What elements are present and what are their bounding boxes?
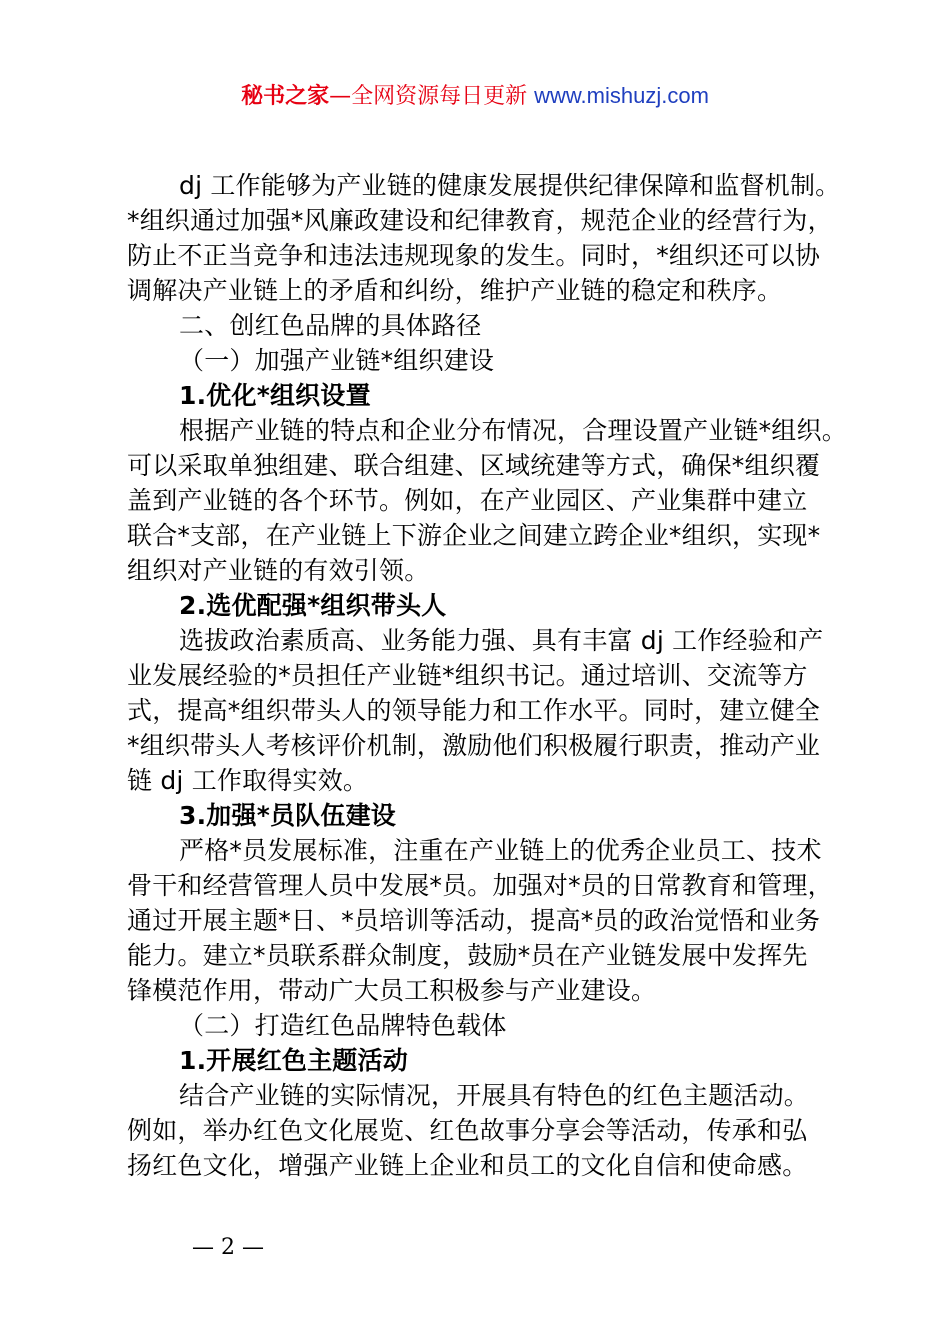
section-heading: 二、创红色品牌的具体路径: [179, 311, 482, 340]
paragraph-line: 盖到产业链的各个环节。例如，在产业园区、产业集群中建立: [127, 486, 808, 515]
subsection-heading: （一）加强产业链*组织建设: [179, 346, 495, 375]
subsection-heading: （二）打造红色品牌特色载体: [179, 1011, 507, 1040]
page-number: — 2 —: [192, 1235, 264, 1260]
item-heading: 1.优化*组织设置: [179, 381, 371, 410]
item-heading: 1.开展红色主题活动: [179, 1046, 408, 1075]
site-header: [0, 80, 950, 113]
paragraph-line: dj 工作能够为产业链的健康发展提供纪律保障和监督机制。: [179, 171, 841, 200]
paragraph-line: *组织带头人考核评价机制，激励他们积极履行职责，推动产业: [127, 731, 821, 760]
paragraph-line: 选拔政治素质高、业务能力强、具有丰富 dj 工作经验和产: [179, 626, 824, 655]
paragraph-line: 链 dj 工作取得实效。: [127, 766, 369, 795]
site-url-link[interactable]: www.mishuzj.com: [534, 83, 709, 108]
paragraph-line: 锋模范作用，带动广大员工积极参与产业建设。: [127, 976, 657, 1005]
paragraph-line: 扬红色文化，增强产业链上企业和员工的文化自信和使命感。: [127, 1151, 808, 1180]
paragraph-line: 例如，举办红色文化展览、红色故事分享会等活动，传承和弘: [127, 1116, 808, 1145]
paragraph-line: 防止不正当竞争和违法违规现象的发生。同时，*组织还可以协: [127, 241, 821, 270]
site-brand: 秘书之家: [241, 84, 330, 109]
paragraph-line: 可以采取单独组建、联合组建、区域统建等方式，确保*组织覆: [127, 451, 821, 480]
item-heading: 2.选优配强*组织带头人: [179, 591, 447, 620]
paragraph-line: 根据产业链的特点和企业分布情况，合理设置产业链*组织。: [179, 416, 847, 445]
document-body: [127, 168, 853, 1183]
paragraph-line: 调解决产业链上的矛盾和纠纷，维护产业链的稳定和秩序。: [127, 276, 783, 305]
paragraph-line: 结合产业链的实际情况，开展具有特色的红色主题活动。: [179, 1081, 810, 1110]
paragraph-line: 能力。建立*员联系群众制度，鼓励*员在产业链发展中发挥先: [127, 941, 808, 970]
paragraph-line: 通过开展主题*日、*员培训等活动，提高*员的政治觉悟和业务: [127, 906, 821, 935]
paragraph-line: *组织通过加强*风廉政建设和纪律教育，规范企业的经营行为，: [127, 206, 833, 235]
item-heading: 3.加强*员队伍建设: [179, 801, 396, 830]
paragraph-line: 骨干和经营管理人员中发展*员。加强对*员的日常教育和管理，: [127, 871, 833, 900]
header-separator: —: [329, 84, 352, 109]
paragraph-line: 组织对产业链的有效引领。: [127, 556, 430, 585]
paragraph-line: 式，提高*组织带头人的领导能力和工作水平。同时，建立健全: [127, 696, 821, 725]
paragraph-line: 业发展经验的*员担任产业链*组织书记。通过培训、交流等方: [127, 661, 808, 690]
paragraph-line: 严格*员发展标准，注重在产业链上的优秀企业员工、技术: [179, 836, 822, 865]
paragraph-line: 联合*支部，在产业链上下游企业之间建立跨企业*组织，实现*: [127, 521, 821, 550]
header-slogan: 全网资源每日更新: [351, 84, 535, 109]
